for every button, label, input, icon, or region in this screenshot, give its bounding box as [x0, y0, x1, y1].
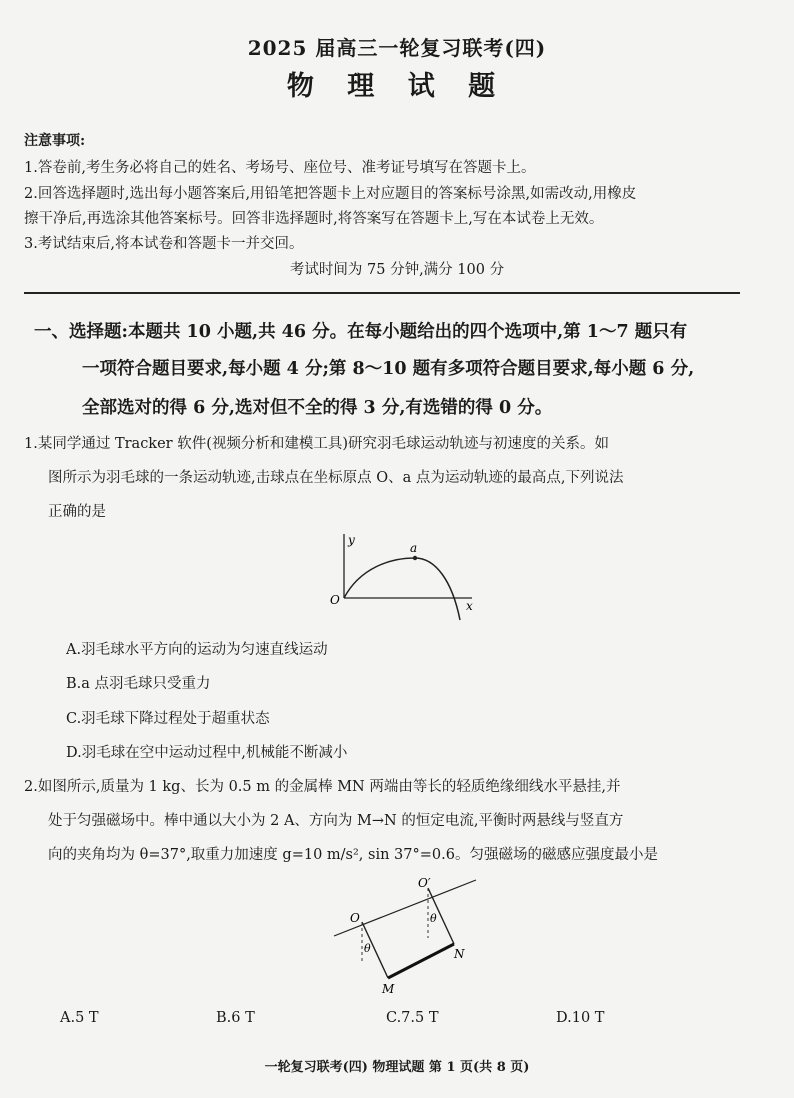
exam-title: 2025 届高三一轮复习联考(四) — [247, 36, 547, 60]
notice-heading: 注意事项: — [24, 133, 86, 149]
option: A.5 T — [60, 1010, 99, 1026]
trajectory-figure — [320, 528, 480, 628]
option: B.a 点羽毛球只受重力 — [66, 676, 211, 692]
o-prime-label: O′ — [418, 876, 431, 890]
notice-line: 3.考试结束后,将本试卷和答题卡一并交回。 — [24, 236, 304, 252]
notice-line: 擦干净后,再选涂其他答案标号。回答非选择题时,将答案写在答题卡上,写在本试卷上无效。 — [24, 211, 604, 227]
question-text: 1.某同学通过 Tracker 软件(视频分析和建模工具)研究羽毛球运动轨迹与初速度的关系。如 — [24, 436, 610, 452]
divider — [24, 292, 740, 294]
metal-rod — [388, 944, 454, 978]
question-text: 2.如图所示,质量为 1 kg、长为 0.5 m 的金属棒 MN 两端由等长的轻质绝缘细线水平悬挂,并 — [24, 779, 621, 795]
option: B.6 T — [216, 1010, 255, 1026]
rod-figure — [330, 872, 480, 1000]
section-heading: 一、选择题:本题共 10 小题,共 46 分。在每小题给出的四个选项中,第 1～7 题只有 — [34, 322, 688, 342]
n-label: N — [454, 947, 465, 961]
option: C.羽毛球下降过程处于超重状态 — [66, 711, 270, 727]
theta-left: θ — [364, 942, 371, 955]
option: D.羽毛球在空中运动过程中,机械能不断减小 — [66, 745, 348, 761]
origin-label: O — [330, 593, 340, 607]
exam-time: 考试时间为 75 分钟,满分 100 分 — [289, 262, 505, 278]
o-label: O — [350, 911, 360, 925]
subject-title: 物 理 试 题 — [286, 71, 508, 102]
section-heading: 一项符合题目要求,每小题 4 分;第 8～10 题有多项符合题目要求,每小题 6 分, — [82, 359, 695, 379]
option: A.羽毛球水平方向的运动为匀速直线运动 — [66, 642, 328, 658]
y-label: y — [348, 533, 355, 547]
a-label: a — [410, 541, 418, 555]
trajectory-curve — [344, 558, 460, 620]
page-footer: 一轮复习联考(四) 物理试题 第 1 页(共 8 页) — [264, 1060, 530, 1075]
question-text: 正确的是 — [48, 504, 106, 520]
ceiling-line — [334, 880, 476, 936]
option: D.10 T — [556, 1010, 605, 1026]
m-label: M — [382, 982, 395, 996]
theta-right: θ — [430, 912, 437, 925]
section-heading: 全部选对的得 6 分,选对但不全的得 3 分,有选错的得 0 分。 — [82, 398, 553, 418]
notice-line: 2.回答选择题时,选出每小题答案后,用铅笔把答题卡上对应题目的答案标号涂黑,如需改动,用橡皮 — [24, 186, 637, 202]
question-text: 图所示为羽毛球的一条运动轨迹,击球点在坐标原点 O、a 点为运动轨迹的最高点,下列说法 — [48, 470, 624, 486]
point-a — [413, 556, 417, 560]
notice-line: 1.答卷前,考生务必将自己的姓名、考场号、座位号、准考证号填写在答题卡上。 — [24, 160, 536, 176]
question-text: 向的夹角均为 θ=37°,取重力加速度 g=10 m/s², sin 37°=0.6。匀强磁场的磁感应强度最小是 — [48, 847, 658, 863]
question-text: 处于匀强磁场中。棒中通以大小为 2 A、方向为 M→N 的恒定电流,平衡时两悬线与竖直方 — [48, 813, 624, 829]
option: C.7.5 T — [386, 1010, 439, 1026]
x-label: x — [466, 599, 473, 613]
